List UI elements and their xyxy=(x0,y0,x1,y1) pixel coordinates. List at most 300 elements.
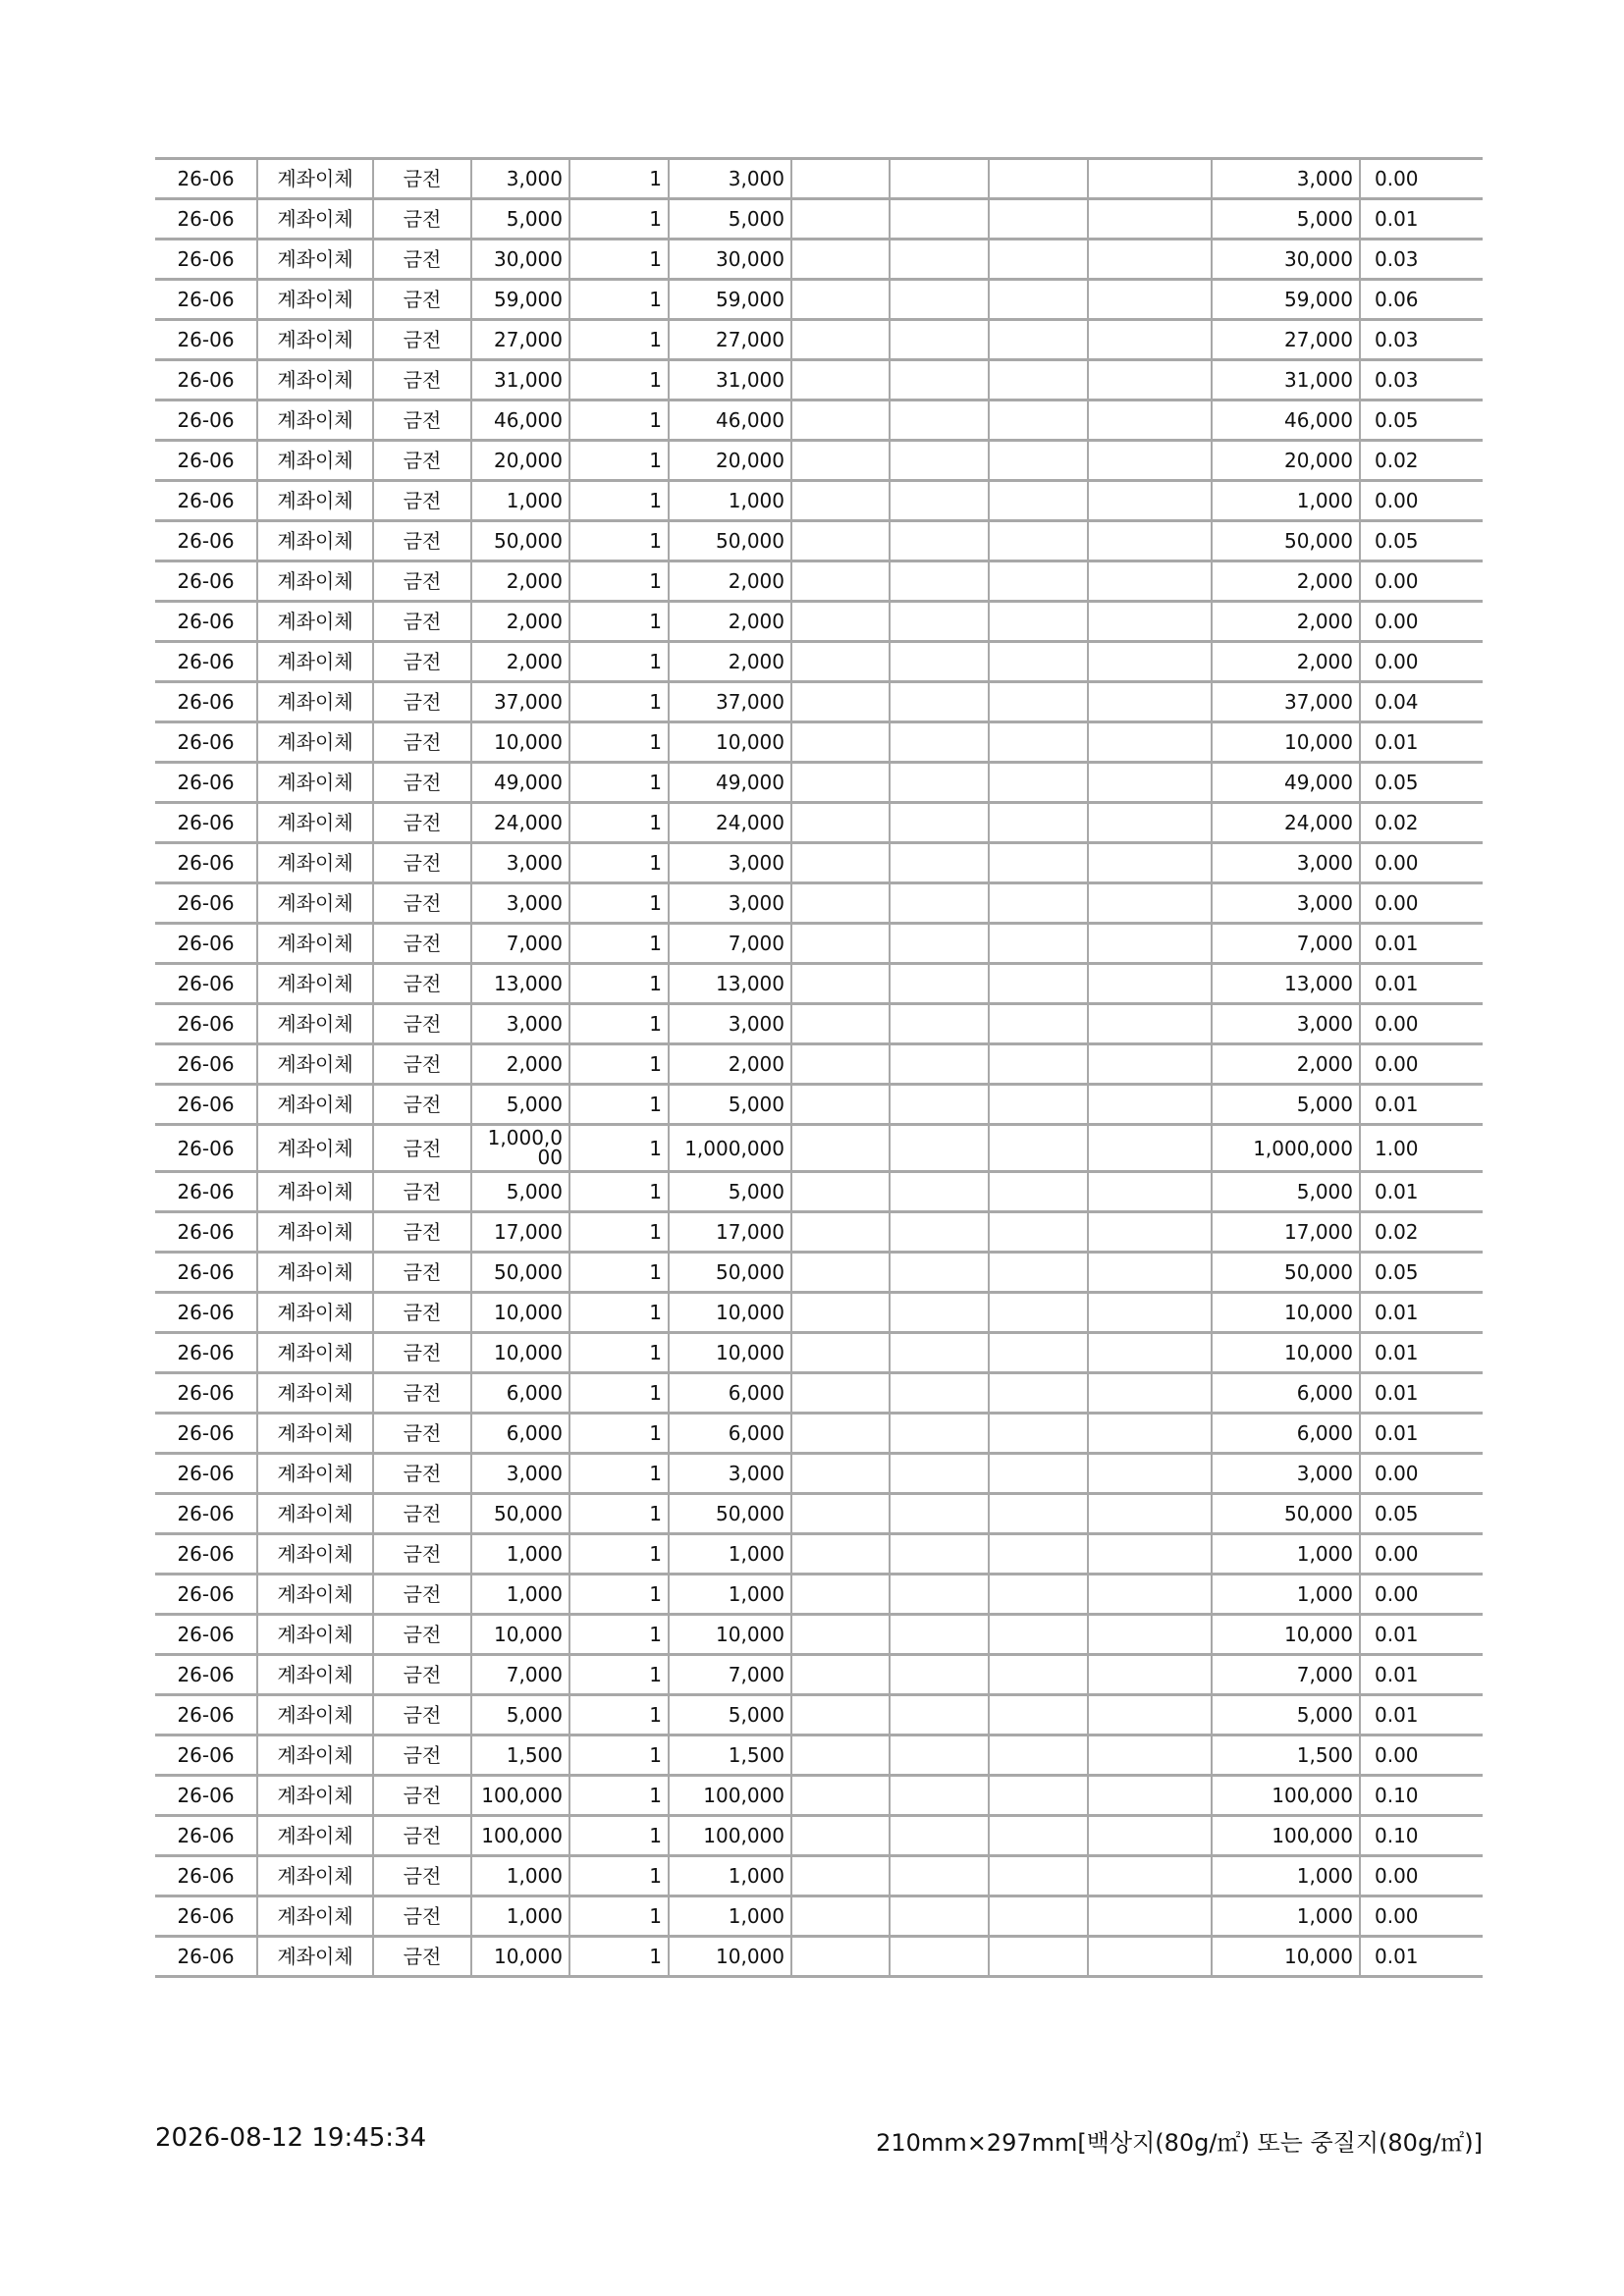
subtotal-cell: 49,000 xyxy=(669,763,791,803)
empty-cell xyxy=(1088,481,1212,521)
ratio-cell: 0.05 xyxy=(1360,1253,1483,1293)
empty-cell xyxy=(791,1856,890,1896)
subtotal-cell: 10,000 xyxy=(669,1937,791,1977)
empty-cell xyxy=(1088,883,1212,924)
type-cell: 금전 xyxy=(373,883,471,924)
amount-cell: 10,000 xyxy=(471,1615,569,1655)
table-row xyxy=(155,602,1483,642)
ratio-cell: 0.01 xyxy=(1360,1172,1483,1212)
type-cell: 금전 xyxy=(373,1534,471,1575)
method-cell: 계좌이체 xyxy=(257,1494,373,1534)
type-cell: 금전 xyxy=(373,1172,471,1212)
type-cell: 금전 xyxy=(373,602,471,642)
empty-cell xyxy=(1088,1333,1212,1373)
total-cell: 5,000 xyxy=(1212,1695,1360,1735)
table-row xyxy=(155,159,1483,199)
empty-cell xyxy=(791,481,890,521)
empty-cell xyxy=(1088,159,1212,199)
table-row xyxy=(155,763,1483,803)
empty-cell xyxy=(989,280,1088,320)
total-cell: 1,000 xyxy=(1212,1575,1360,1615)
type-cell: 금전 xyxy=(373,964,471,1004)
empty-cell xyxy=(791,1293,890,1333)
empty-cell xyxy=(791,1414,890,1454)
quantity-cell: 1 xyxy=(569,602,669,642)
total-cell: 1,000 xyxy=(1212,1534,1360,1575)
empty-cell xyxy=(791,924,890,964)
empty-cell xyxy=(890,1937,989,1977)
date-cell: 26-06 xyxy=(155,1085,257,1125)
quantity-cell: 1 xyxy=(569,561,669,602)
quantity-cell: 1 xyxy=(569,280,669,320)
method-cell: 계좌이체 xyxy=(257,280,373,320)
subtotal-cell: 100,000 xyxy=(669,1776,791,1816)
method-cell: 계좌이체 xyxy=(257,1172,373,1212)
empty-cell xyxy=(989,1655,1088,1695)
empty-cell xyxy=(989,1776,1088,1816)
date-cell: 26-06 xyxy=(155,1333,257,1373)
ratio-cell: 0.03 xyxy=(1360,360,1483,400)
empty-cell xyxy=(890,1575,989,1615)
amount-cell: 10,000 xyxy=(471,1293,569,1333)
ratio-cell: 0.00 xyxy=(1360,843,1483,883)
subtotal-cell: 6,000 xyxy=(669,1414,791,1454)
total-cell: 10,000 xyxy=(1212,1615,1360,1655)
empty-cell xyxy=(989,1856,1088,1896)
method-cell: 계좌이체 xyxy=(257,1044,373,1085)
empty-cell xyxy=(989,1333,1088,1373)
empty-cell xyxy=(791,1212,890,1253)
subtotal-cell: 2,000 xyxy=(669,642,791,682)
subtotal-cell: 5,000 xyxy=(669,199,791,240)
empty-cell xyxy=(1088,1534,1212,1575)
empty-cell xyxy=(890,1085,989,1125)
type-cell: 금전 xyxy=(373,441,471,481)
date-cell: 26-06 xyxy=(155,1414,257,1454)
date-cell: 26-06 xyxy=(155,1172,257,1212)
quantity-cell: 1 xyxy=(569,1856,669,1896)
ratio-cell: 0.00 xyxy=(1360,159,1483,199)
amount-cell: 46,000 xyxy=(471,400,569,441)
method-cell: 계좌이체 xyxy=(257,1575,373,1615)
quantity-cell: 1 xyxy=(569,1293,669,1333)
ratio-cell: 0.00 xyxy=(1360,1896,1483,1937)
quantity-cell: 1 xyxy=(569,924,669,964)
print-timestamp: 2026-08-12 19:45:34 xyxy=(155,2123,427,2153)
total-cell: 5,000 xyxy=(1212,1172,1360,1212)
method-cell: 계좌이체 xyxy=(257,240,373,280)
table-row xyxy=(155,400,1483,441)
empty-cell xyxy=(890,602,989,642)
date-cell: 26-06 xyxy=(155,1212,257,1253)
method-cell: 계좌이체 xyxy=(257,722,373,763)
amount-cell: 5,000 xyxy=(471,1695,569,1735)
date-cell: 26-06 xyxy=(155,682,257,722)
total-cell: 17,000 xyxy=(1212,1212,1360,1253)
type-cell: 금전 xyxy=(373,843,471,883)
empty-cell xyxy=(890,400,989,441)
quantity-cell: 1 xyxy=(569,1575,669,1615)
empty-cell xyxy=(1088,441,1212,481)
amount-cell: 2,000 xyxy=(471,602,569,642)
empty-cell xyxy=(791,682,890,722)
amount-cell: 7,000 xyxy=(471,1655,569,1695)
method-cell: 계좌이체 xyxy=(257,1776,373,1816)
empty-cell xyxy=(989,1004,1088,1044)
subtotal-cell: 50,000 xyxy=(669,1494,791,1534)
type-cell: 금전 xyxy=(373,1655,471,1695)
empty-cell xyxy=(890,240,989,280)
total-cell: 30,000 xyxy=(1212,240,1360,280)
quantity-cell: 1 xyxy=(569,1373,669,1414)
subtotal-cell: 1,000,000 xyxy=(669,1125,791,1172)
empty-cell xyxy=(890,1172,989,1212)
type-cell: 금전 xyxy=(373,1414,471,1454)
subtotal-cell: 5,000 xyxy=(669,1085,791,1125)
empty-cell xyxy=(791,964,890,1004)
quantity-cell: 1 xyxy=(569,843,669,883)
subtotal-cell: 3,000 xyxy=(669,883,791,924)
empty-cell xyxy=(989,1937,1088,1977)
ratio-cell: 0.00 xyxy=(1360,1856,1483,1896)
amount-cell: 49,000 xyxy=(471,763,569,803)
ratio-cell: 0.00 xyxy=(1360,561,1483,602)
empty-cell xyxy=(791,441,890,481)
subtotal-cell: 1,000 xyxy=(669,1896,791,1937)
empty-cell xyxy=(791,843,890,883)
total-cell: 27,000 xyxy=(1212,320,1360,360)
amount-cell: 50,000 xyxy=(471,521,569,561)
subtotal-cell: 46,000 xyxy=(669,400,791,441)
amount-cell xyxy=(471,1125,569,1172)
empty-cell xyxy=(1088,1004,1212,1044)
method-cell: 계좌이체 xyxy=(257,1085,373,1125)
subtotal-cell: 1,000 xyxy=(669,481,791,521)
date-cell: 26-06 xyxy=(155,1655,257,1695)
total-cell: 100,000 xyxy=(1212,1776,1360,1816)
empty-cell xyxy=(989,1615,1088,1655)
subtotal-cell: 3,000 xyxy=(669,843,791,883)
method-cell: 계좌이체 xyxy=(257,924,373,964)
table-row xyxy=(155,1414,1483,1454)
empty-cell xyxy=(791,1655,890,1695)
total-cell: 50,000 xyxy=(1212,1253,1360,1293)
empty-cell xyxy=(1088,1896,1212,1937)
method-cell: 계좌이체 xyxy=(257,843,373,883)
total-cell: 50,000 xyxy=(1212,521,1360,561)
empty-cell xyxy=(791,1373,890,1414)
quantity-cell: 1 xyxy=(569,1534,669,1575)
amount-cell: 100,000 xyxy=(471,1776,569,1816)
empty-cell xyxy=(1088,1454,1212,1494)
amount-cell: 59,000 xyxy=(471,280,569,320)
subtotal-cell: 20,000 xyxy=(669,441,791,481)
method-cell: 계좌이체 xyxy=(257,1125,373,1172)
empty-cell xyxy=(989,441,1088,481)
method-cell: 계좌이체 xyxy=(257,441,373,481)
empty-cell xyxy=(989,843,1088,883)
empty-cell xyxy=(890,1735,989,1776)
empty-cell xyxy=(1088,682,1212,722)
method-cell: 계좌이체 xyxy=(257,642,373,682)
ledger-body xyxy=(155,159,1483,1977)
empty-cell xyxy=(989,682,1088,722)
method-cell: 계좌이체 xyxy=(257,199,373,240)
empty-cell xyxy=(791,1333,890,1373)
type-cell: 금전 xyxy=(373,1816,471,1856)
quantity-cell: 1 xyxy=(569,360,669,400)
subtotal-cell: 2,000 xyxy=(669,1044,791,1085)
empty-cell xyxy=(890,803,989,843)
quantity-cell: 1 xyxy=(569,1333,669,1373)
empty-cell xyxy=(791,1816,890,1856)
empty-cell xyxy=(890,481,989,521)
empty-cell xyxy=(890,159,989,199)
total-cell: 10,000 xyxy=(1212,1333,1360,1373)
ratio-cell: 0.02 xyxy=(1360,1212,1483,1253)
quantity-cell: 1 xyxy=(569,1896,669,1937)
empty-cell xyxy=(989,722,1088,763)
table-row xyxy=(155,521,1483,561)
empty-cell xyxy=(1088,1735,1212,1776)
total-cell: 3,000 xyxy=(1212,1004,1360,1044)
empty-cell xyxy=(791,1004,890,1044)
total-cell: 3,000 xyxy=(1212,1454,1360,1494)
date-cell: 26-06 xyxy=(155,240,257,280)
empty-cell xyxy=(1088,1494,1212,1534)
method-cell: 계좌이체 xyxy=(257,1816,373,1856)
empty-cell xyxy=(791,1735,890,1776)
empty-cell xyxy=(890,763,989,803)
empty-cell xyxy=(890,1004,989,1044)
empty-cell xyxy=(1088,561,1212,602)
type-cell: 금전 xyxy=(373,1735,471,1776)
total-cell: 1,000 xyxy=(1212,1856,1360,1896)
empty-cell xyxy=(1088,1856,1212,1896)
empty-cell xyxy=(890,280,989,320)
table-row xyxy=(155,1735,1483,1776)
total-cell: 7,000 xyxy=(1212,924,1360,964)
empty-cell xyxy=(989,1373,1088,1414)
total-cell: 10,000 xyxy=(1212,1293,1360,1333)
empty-cell xyxy=(791,1454,890,1494)
table-row xyxy=(155,1212,1483,1253)
empty-cell xyxy=(1088,400,1212,441)
subtotal-cell: 31,000 xyxy=(669,360,791,400)
method-cell: 계좌이체 xyxy=(257,682,373,722)
subtotal-cell: 17,000 xyxy=(669,1212,791,1253)
subtotal-cell: 59,000 xyxy=(669,280,791,320)
quantity-cell: 1 xyxy=(569,199,669,240)
total-cell: 10,000 xyxy=(1212,1937,1360,1977)
type-cell: 금전 xyxy=(373,1615,471,1655)
method-cell: 계좌이체 xyxy=(257,1004,373,1044)
empty-cell xyxy=(1088,1937,1212,1977)
table-row xyxy=(155,1655,1483,1695)
method-cell: 계좌이체 xyxy=(257,320,373,360)
empty-cell xyxy=(791,1172,890,1212)
empty-cell xyxy=(890,722,989,763)
method-cell: 계좌이체 xyxy=(257,159,373,199)
total-cell: 5,000 xyxy=(1212,199,1360,240)
table-row xyxy=(155,1896,1483,1937)
amount-cell: 27,000 xyxy=(471,320,569,360)
date-cell: 26-06 xyxy=(155,1293,257,1333)
empty-cell xyxy=(1088,320,1212,360)
method-cell: 계좌이체 xyxy=(257,1414,373,1454)
type-cell: 금전 xyxy=(373,561,471,602)
table-row xyxy=(155,964,1483,1004)
empty-cell xyxy=(890,883,989,924)
quantity-cell: 1 xyxy=(569,803,669,843)
table-row xyxy=(155,280,1483,320)
amount-cell: 3,000 xyxy=(471,883,569,924)
empty-cell xyxy=(1088,1615,1212,1655)
total-cell: 100,000 xyxy=(1212,1816,1360,1856)
empty-cell xyxy=(791,1896,890,1937)
empty-cell xyxy=(989,1816,1088,1856)
empty-cell xyxy=(1088,1373,1212,1414)
table-row xyxy=(155,1333,1483,1373)
amount-cell: 10,000 xyxy=(471,722,569,763)
date-cell: 26-06 xyxy=(155,883,257,924)
amount-cell: 3,000 xyxy=(471,843,569,883)
quantity-cell: 1 xyxy=(569,642,669,682)
amount-cell: 24,000 xyxy=(471,803,569,843)
ratio-cell: 0.01 xyxy=(1360,722,1483,763)
total-cell: 3,000 xyxy=(1212,159,1360,199)
table-row xyxy=(155,441,1483,481)
total-cell: 3,000 xyxy=(1212,883,1360,924)
empty-cell xyxy=(1088,1776,1212,1816)
quantity-cell: 1 xyxy=(569,1655,669,1695)
empty-cell xyxy=(890,1856,989,1896)
amount-cell: 37,000 xyxy=(471,682,569,722)
table-row xyxy=(155,1004,1483,1044)
amount-cell: 7,000 xyxy=(471,924,569,964)
total-cell: 7,000 xyxy=(1212,1655,1360,1695)
table-row xyxy=(155,1085,1483,1125)
total-cell: 1,000,000 xyxy=(1212,1125,1360,1172)
empty-cell xyxy=(989,1253,1088,1293)
type-cell: 금전 xyxy=(373,722,471,763)
empty-cell xyxy=(1088,360,1212,400)
ratio-cell: 0.01 xyxy=(1360,199,1483,240)
type-cell: 금전 xyxy=(373,1776,471,1816)
amount-cell: 20,000 xyxy=(471,441,569,481)
empty-cell xyxy=(989,561,1088,602)
empty-cell xyxy=(1088,642,1212,682)
ratio-cell: 0.01 xyxy=(1360,1414,1483,1454)
empty-cell xyxy=(890,1293,989,1333)
quantity-cell: 1 xyxy=(569,1735,669,1776)
empty-cell xyxy=(791,1575,890,1615)
type-cell: 금전 xyxy=(373,1085,471,1125)
empty-cell xyxy=(989,481,1088,521)
empty-cell xyxy=(1088,722,1212,763)
empty-cell xyxy=(1088,602,1212,642)
ratio-cell: 0.00 xyxy=(1360,1454,1483,1494)
method-cell: 계좌이체 xyxy=(257,360,373,400)
empty-cell xyxy=(1088,280,1212,320)
amount-cell: 2,000 xyxy=(471,1044,569,1085)
ratio-cell: 0.02 xyxy=(1360,441,1483,481)
quantity-cell: 1 xyxy=(569,1414,669,1454)
empty-cell xyxy=(890,1896,989,1937)
type-cell: 금전 xyxy=(373,280,471,320)
date-cell: 26-06 xyxy=(155,602,257,642)
date-cell: 26-06 xyxy=(155,924,257,964)
empty-cell xyxy=(1088,964,1212,1004)
type-cell: 금전 xyxy=(373,682,471,722)
ratio-cell: 0.00 xyxy=(1360,1735,1483,1776)
empty-cell xyxy=(791,803,890,843)
table-row xyxy=(155,1373,1483,1414)
empty-cell xyxy=(791,602,890,642)
method-cell: 계좌이체 xyxy=(257,1212,373,1253)
method-cell: 계좌이체 xyxy=(257,1615,373,1655)
empty-cell xyxy=(989,521,1088,561)
empty-cell xyxy=(1088,1044,1212,1085)
empty-cell xyxy=(890,1534,989,1575)
date-cell: 26-06 xyxy=(155,964,257,1004)
quantity-cell: 1 xyxy=(569,1172,669,1212)
quantity-cell: 1 xyxy=(569,1615,669,1655)
quantity-cell: 1 xyxy=(569,320,669,360)
quantity-cell: 1 xyxy=(569,1937,669,1977)
type-cell: 금전 xyxy=(373,763,471,803)
ratio-cell: 0.00 xyxy=(1360,602,1483,642)
date-cell: 26-06 xyxy=(155,561,257,602)
table-row xyxy=(155,1253,1483,1293)
type-cell: 금전 xyxy=(373,1575,471,1615)
method-cell: 계좌이체 xyxy=(257,1735,373,1776)
date-cell: 26-06 xyxy=(155,280,257,320)
table-row xyxy=(155,1776,1483,1816)
amount-cell: 2,000 xyxy=(471,561,569,602)
empty-cell xyxy=(890,320,989,360)
ratio-cell: 0.01 xyxy=(1360,1937,1483,1977)
quantity-cell: 1 xyxy=(569,1044,669,1085)
type-cell: 금전 xyxy=(373,642,471,682)
date-cell: 26-06 xyxy=(155,521,257,561)
subtotal-cell: 2,000 xyxy=(669,602,791,642)
table-row xyxy=(155,1615,1483,1655)
subtotal-cell: 1,000 xyxy=(669,1534,791,1575)
empty-cell xyxy=(890,1373,989,1414)
date-cell: 26-06 xyxy=(155,1695,257,1735)
empty-cell xyxy=(890,964,989,1004)
table-row xyxy=(155,240,1483,280)
donation-ledger-table xyxy=(155,157,1483,1978)
date-cell: 26-06 xyxy=(155,1004,257,1044)
method-cell: 계좌이체 xyxy=(257,1454,373,1494)
date-cell: 26-06 xyxy=(155,642,257,682)
method-cell: 계좌이체 xyxy=(257,1937,373,1977)
quantity-cell: 1 xyxy=(569,1816,669,1856)
empty-cell xyxy=(890,441,989,481)
quantity-cell: 1 xyxy=(569,1085,669,1125)
quantity-cell: 1 xyxy=(569,1004,669,1044)
date-cell: 26-06 xyxy=(155,1373,257,1414)
empty-cell xyxy=(1088,199,1212,240)
table-row xyxy=(155,803,1483,843)
subtotal-cell: 50,000 xyxy=(669,521,791,561)
empty-cell xyxy=(1088,1816,1212,1856)
empty-cell xyxy=(1088,1655,1212,1695)
date-cell: 26-06 xyxy=(155,360,257,400)
amount-cell: 1,000 xyxy=(471,1896,569,1937)
